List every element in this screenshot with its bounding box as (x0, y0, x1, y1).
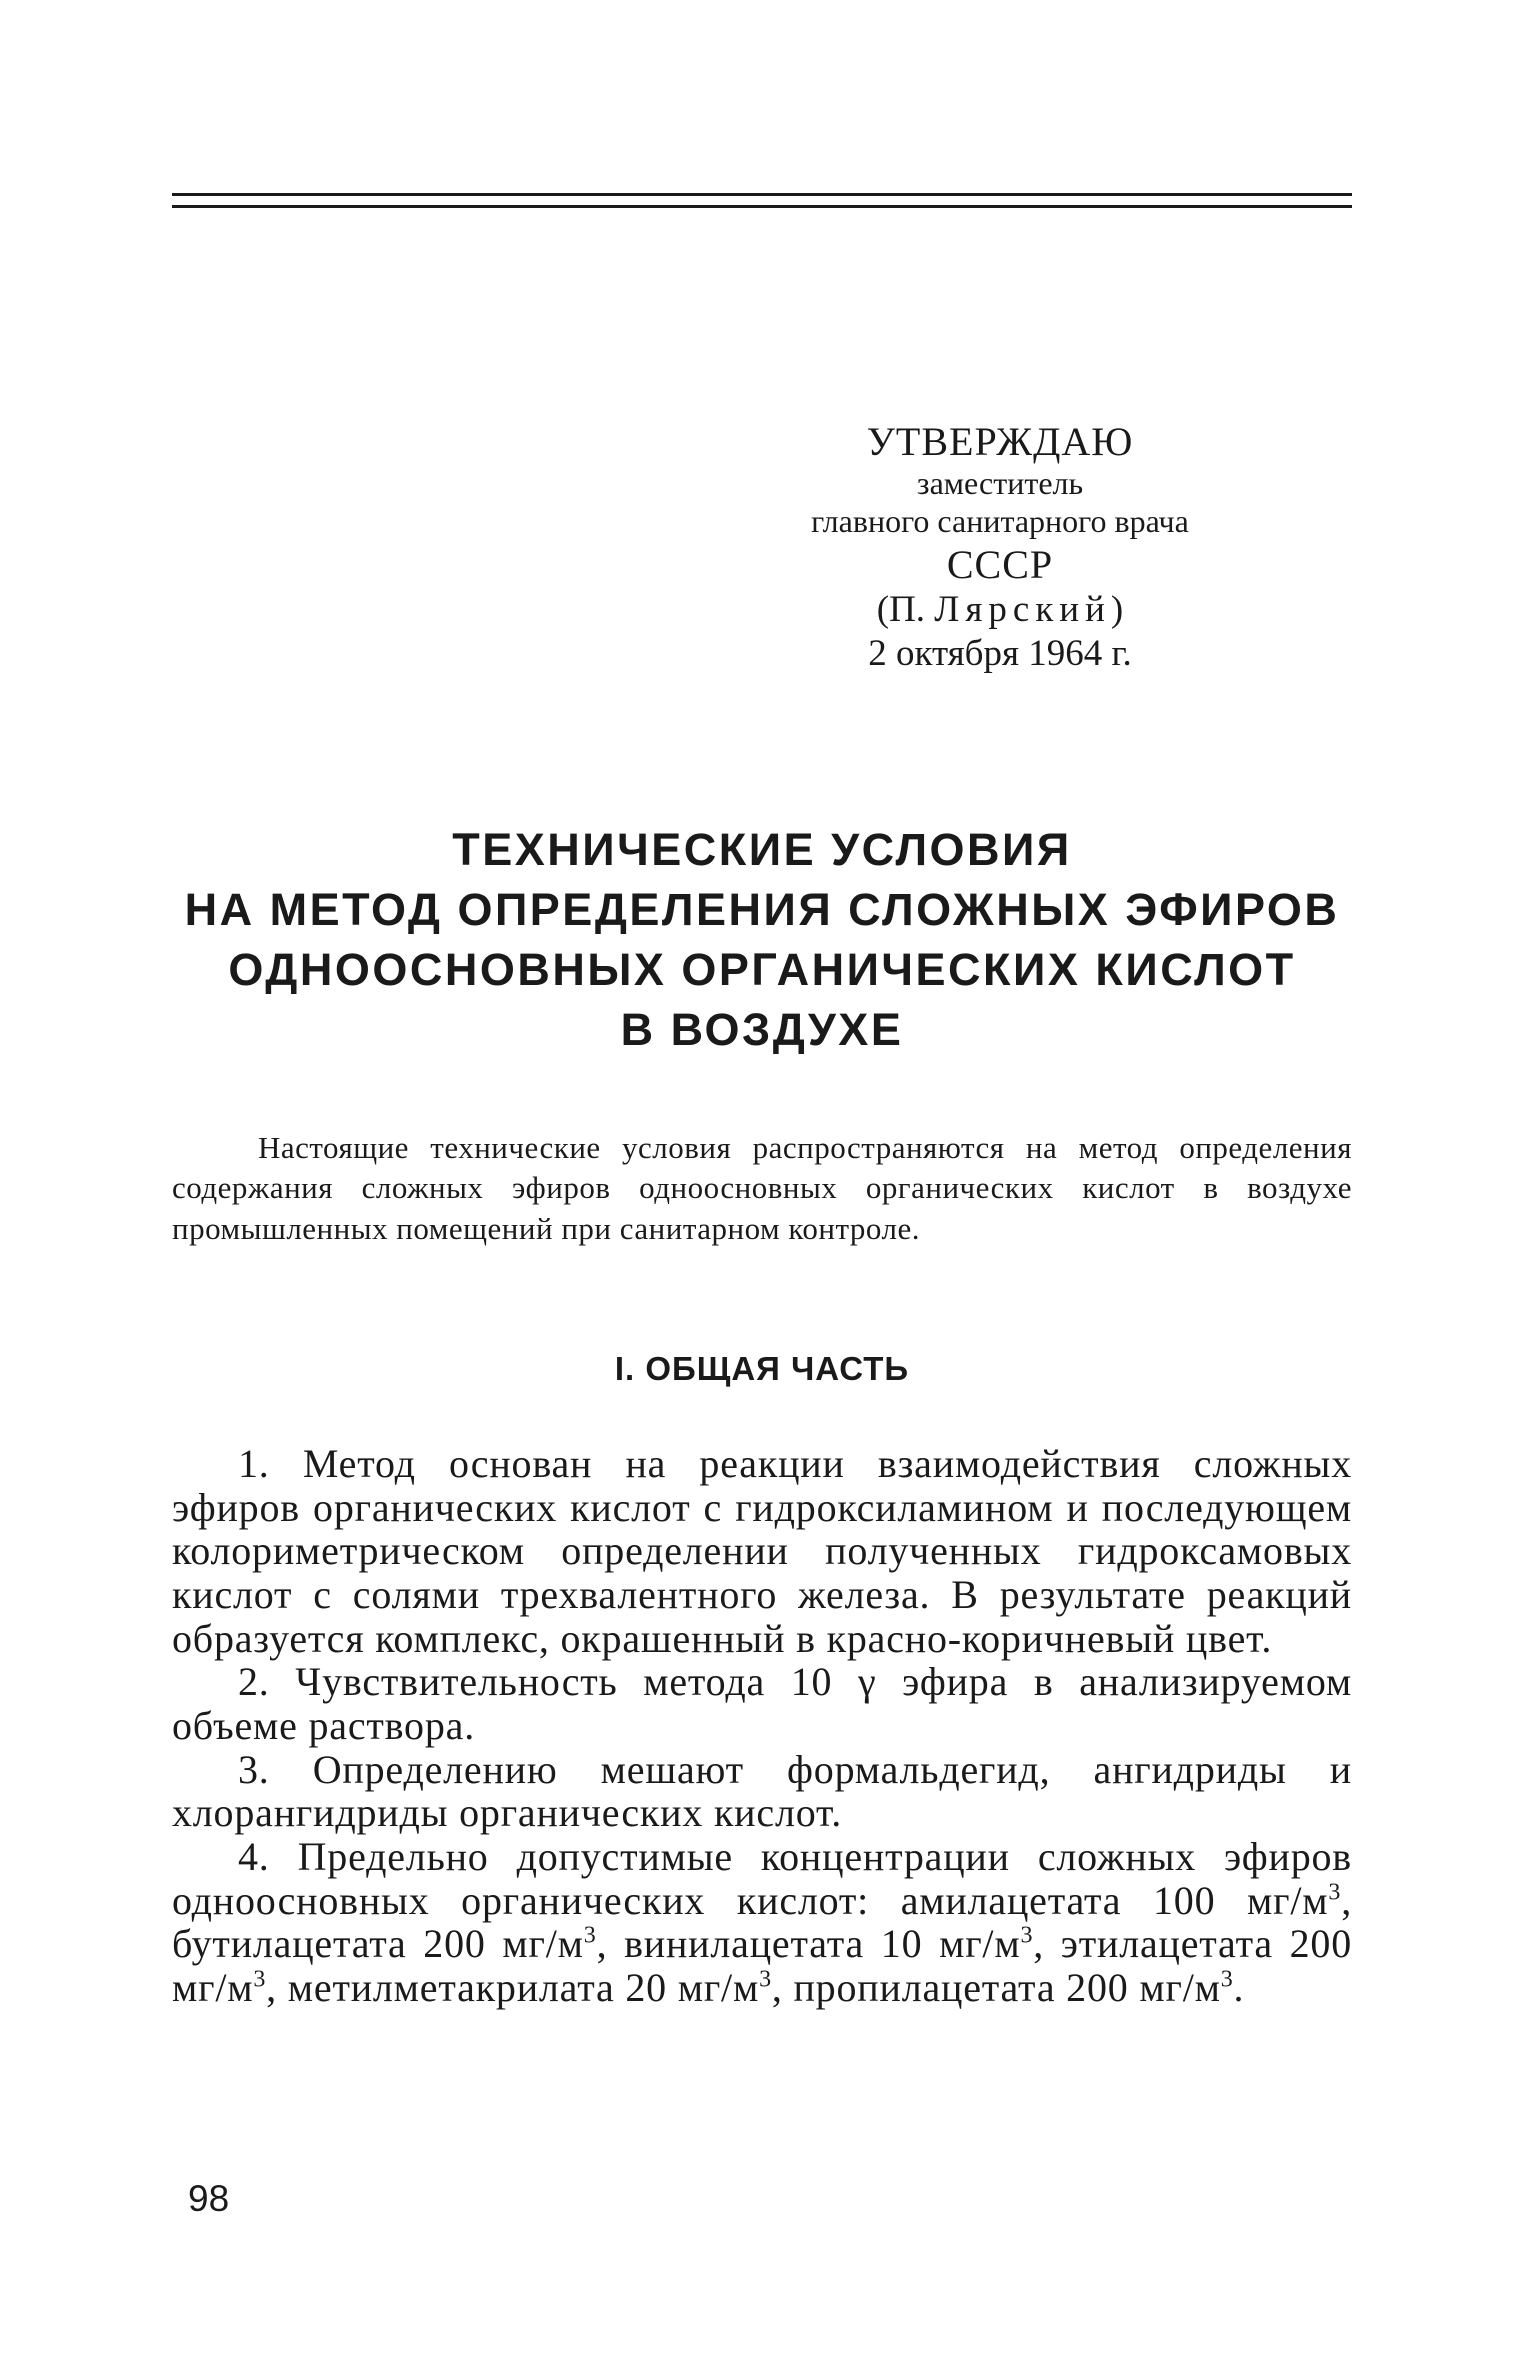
title-line-1: ТЕХНИЧЕСКИЕ УСЛОВИЯ (452, 824, 1072, 875)
p4-exponent-2: 3 (583, 1923, 597, 1950)
p4-text-1: 4. Предельно допустимые концентрации сложных эфиров одноосновных органических кислот: амилацетата 100 мг/м (172, 1834, 1352, 1923)
p4-exponent-6: 3 (1220, 1966, 1234, 1993)
approval-signatory (780, 588, 1220, 632)
approval-position-line1: заместитель (916, 465, 1084, 502)
section-body (172, 1442, 1352, 2010)
p4-text-6: , пропилацетата 200 мг/м (771, 1965, 1221, 2011)
p4-text-7: . (1233, 1965, 1245, 2011)
title-line-2: НА МЕТОД ОПРЕДЕЛЕНИЯ СЛОЖНЫХ ЭФИРОВ (184, 883, 1340, 935)
signatory-name: Лярский (934, 588, 1111, 630)
p4-text-4: , этилацетата 200 мг/м (172, 1921, 1352, 2011)
signatory-close: ) (1110, 588, 1124, 630)
title-line-4: В ВОЗДУХЕ (620, 1003, 904, 1055)
signatory-open: (П. (876, 588, 935, 630)
paragraph-4 (172, 1835, 1352, 2010)
p4-exponent-4: 3 (253, 1966, 267, 1993)
p4-text-2: , бутилацетата 200 мг/м (172, 1877, 1352, 1967)
header-rule-top (172, 193, 1352, 196)
paragraph-1: 1. Метод основан на реакции взаимодействия сложных эфиров органических кислот с гидроксиламином и последующем колориметрическом определении полученных гидроксамовых кислот с солями трехвалентного железа. В результате реакций образуется комплекс, окрашенный в красно-коричневый цвет. (172, 1441, 1352, 1661)
intro-paragraph: Настоящие технические условия распространяются на метод определения содержания сложных эфиров одноосновных органических кислот в воздухе промышленных помещений при санитарном контроле. (172, 1130, 1352, 1246)
p4-exponent-1: 3 (1328, 1879, 1342, 1906)
header-rule-bottom (172, 205, 1352, 208)
p4-exponent-5: 3 (759, 1966, 772, 1993)
page-number: 98 (188, 2178, 230, 2219)
p4-text-3: , винилацетата 10 мг/м (596, 1921, 1021, 1967)
approval-date: 2 октября 1964 г. (868, 632, 1132, 674)
document-title (172, 820, 1352, 1059)
title-line-3: ОДНООСНОВНЫХ ОРГАНИЧЕСКИХ КИСЛОТ (228, 943, 1296, 995)
approval-heading: УТВЕРЖДАЮ (866, 419, 1134, 464)
paragraph-2: 2. Чувствительность метода 10 γ эфира в анализируемом объеме раствора. (172, 1659, 1352, 1749)
section-heading: I. ОБЩАЯ ЧАСТЬ (614, 1350, 910, 1387)
p4-exponent-3: 3 (1020, 1923, 1034, 1950)
paragraph-3: 3. Определению мешают формальдегид, ангидриды и хлорангидриды органических кислот. (172, 1746, 1352, 1836)
approval-block (780, 418, 1220, 675)
p4-text-5: , метилметакрилата 20 мг/м (266, 1965, 760, 2011)
approval-position-line2: главного санитарного врача (811, 502, 1189, 539)
approval-position-line3: СССР (946, 541, 1054, 587)
